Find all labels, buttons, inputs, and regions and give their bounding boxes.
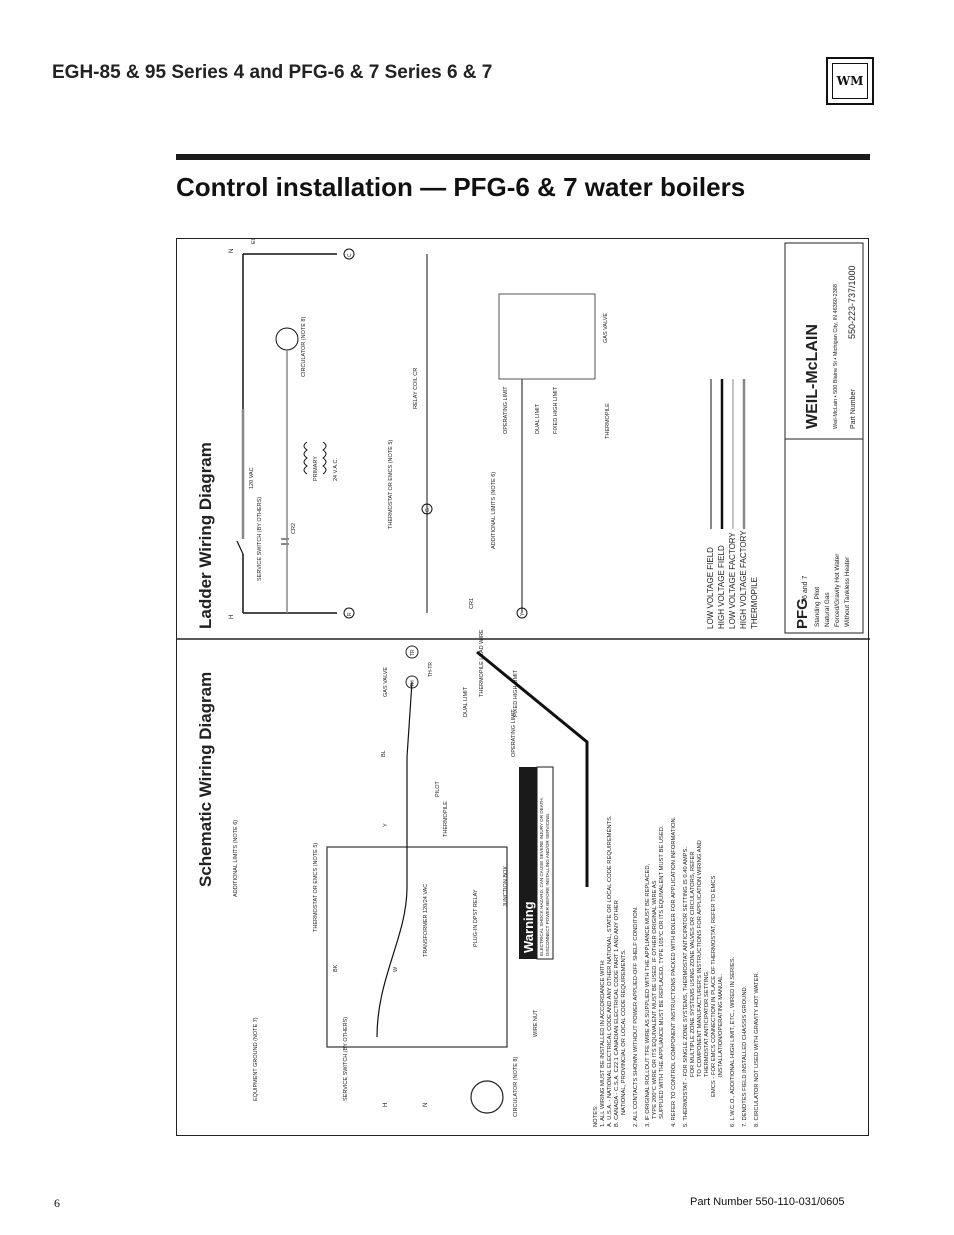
brand-part-number: 550-223-737/1000 xyxy=(847,265,857,339)
sch-w-label: W xyxy=(393,966,399,972)
legend-high-voltage-field: HIGH VOLTAGE FIELD xyxy=(717,545,726,629)
sch-pilot-label: PILOT xyxy=(435,781,441,797)
pfg-feature-1: Standing Pilot xyxy=(814,586,821,627)
ladder-terminal-r-label: R xyxy=(347,612,353,616)
sch-bl-label: BL xyxy=(381,750,387,757)
sch-thermopile-label: THERMOPILE xyxy=(443,801,449,837)
note-1: 1. ALL WIRING MUST BE INSTALLED IN ACCORDANCE WITH: xyxy=(600,959,606,1127)
note-3-cont-1: TYPE 200°C WIRE OR ITS EQUIVALENT MUST BE USED. IF OTHER ORIGINAL WIRE AS xyxy=(652,880,658,1119)
schematic-title: Schematic Wiring Diagram xyxy=(196,671,215,887)
sch-circulator-label: CIRCULATOR (NOTE 8) xyxy=(513,1056,519,1117)
note-3: 3. IF ORIGINAL ROLLOUT TFE WIRE AS SUPPLIED WITH THE APPLIANCE MUST BE REPLACED, xyxy=(645,863,651,1127)
legend-low-voltage-factory: LOW VOLTAGE FACTORY xyxy=(728,532,737,629)
warning-line-2: DISCONNECT POWER BEFORE INSTALLING AND/OR SERVICING. xyxy=(545,812,550,956)
ladder-voltage-label: 120 VAC xyxy=(249,467,255,489)
page-number: 6 xyxy=(54,1196,60,1210)
note-5-emcs-cont: INSTALLATION/OPERATING MANUAL. xyxy=(718,973,724,1077)
sch-service-switch-label: SERVICE SWITCH (BY OTHERS) xyxy=(343,1016,349,1101)
pfg-feature-2: Natural Gas xyxy=(824,592,831,627)
notes-block xyxy=(593,815,760,1127)
sch-circulator xyxy=(471,1081,503,1113)
sch-junction-box-label: JUNCTION BOX xyxy=(503,866,509,907)
note-6: 6. L.W.C.O., ADDITIONAL HIGH LIMIT, ETC., WIRED IN SERIES. xyxy=(730,956,736,1127)
sch-h-label: H xyxy=(383,1102,389,1107)
note-1b: B. CANADA - C.S.A. C22.1 CANADIAN ELECTRICAL CODE PART 1 AND ANY OTHER xyxy=(614,900,620,1127)
ladder-dual-limit-label: DUAL LIMIT xyxy=(535,403,541,434)
note-3-cont-2: SUPPLIED WITH THE APPLIANCE MUST BE REPLACED, TYPE 105°C OR ITS EQUIVALENT MUST BE USED. xyxy=(659,825,665,1119)
legend-thermopile: THERMOPILE xyxy=(750,576,759,629)
sch-th-tr-label: TH-TR xyxy=(428,662,434,677)
footer-part-number: Part Number 550-110-031/0605 xyxy=(690,1196,845,1208)
legend-high-voltage-factory: HIGH VOLTAGE FACTORY xyxy=(739,530,748,629)
ladder-relay-coil-label: RELAY COIL CR xyxy=(413,367,419,409)
ladder-thermostat-label: THERMOSTAT OR EMCS (NOTE 5) xyxy=(388,439,394,529)
note-5: 5. THERMOSTAT - FOR SINGLE ZONE SYSTEMS, THERMOSTAT ANTICIPATOR SETTING IS 0.40 AMPS. xyxy=(683,846,689,1127)
sch-add-limits-label: ADDITIONAL LIMITS (NOTE 6) xyxy=(233,819,239,897)
sch-gas-valve-label: GAS VALVE xyxy=(383,666,389,697)
weil-mclain-logo xyxy=(826,57,874,105)
sch-op-limit-label: OPERATING LIMIT xyxy=(511,709,517,757)
ladder-fixed-high-label: FIXED HIGH LIMIT xyxy=(553,386,559,434)
note-5-cont-3: THERMOSTAT ANTICIPATOR SETTING. xyxy=(704,970,710,1077)
ladder-terminal-g-label: G xyxy=(425,508,431,512)
wiring-diagram-frame xyxy=(176,238,869,1136)
warning-line-1: ELECTRICAL SHOCK HAZARD. CAN CAUSE SEVERE INJURY OR DEATH. xyxy=(539,797,544,956)
note-5-cont-2: TO COMPONENT MANUFACTURER'S INSTRUCTIONS FOR APPLICATION WIRING AND xyxy=(697,840,703,1077)
ladder-circulator-label: CIRCULATOR (NOTE 8) xyxy=(301,316,307,377)
ladder-secondary-label: 24 V.A.C. xyxy=(333,457,339,481)
ladder-circulator xyxy=(276,328,298,350)
ladder-cr2-label: CR2 xyxy=(291,522,297,534)
sch-n-label: N xyxy=(423,1102,429,1107)
brand-address: Weil-McLain • 500 Blaine St • Michigan City, IN 46360-2388 xyxy=(833,284,839,429)
ladder-primary-label: PRIMARY xyxy=(313,456,319,481)
ladder-service-switch-label: SERVICE SWITCH (BY OTHERS) xyxy=(257,496,263,581)
ladder-terminal-y-label: Y xyxy=(520,612,526,616)
ladder-add-limits-label: ADDITIONAL LIMITS (NOTE 6) xyxy=(491,471,497,549)
sch-tr-label: TR xyxy=(410,649,416,656)
note-5-cont-1: FOR MULTIPLE ZONE SYSTEMS USING ZONE VALVES OR CIRCULATORS, REFER xyxy=(690,851,696,1077)
sch-dual-limit-label: DUAL LIMIT xyxy=(463,686,469,717)
legend-low-voltage-field: LOW VOLTAGE FIELD xyxy=(706,547,715,629)
note-2: 2. ALL CONTACTS SHOWN WITHOUT POWER APPLIED-OFF SHELF CONDITION. xyxy=(633,906,639,1127)
ladder-h-label: H xyxy=(229,614,235,619)
ladder-gas-valve-box xyxy=(499,294,595,379)
sch-wire-nut-label: WIRE NUT xyxy=(533,1009,539,1037)
ladder-diagram xyxy=(196,239,863,633)
logo-mark: WM xyxy=(832,63,868,99)
ladder-transformer-primary xyxy=(304,442,307,474)
ladder-thermopile-label: THERMOPILE xyxy=(605,403,611,439)
title-rule xyxy=(176,154,870,160)
brand-part-label: Part Number xyxy=(850,389,857,429)
sch-junction-box-outline xyxy=(327,847,507,1047)
ladder-equip-ground-label xyxy=(251,239,257,244)
note-7: 7. DENOTES FIELD INSTALLED CHASSIS GROUND. xyxy=(742,985,748,1127)
sch-low-voltage-wire xyxy=(377,682,412,1037)
warning-title: Warning xyxy=(521,901,536,953)
note-4: 4. REFER TO CONTROL COMPONENT INSTRUCTIONS PACKED WITH BOILER FOR APPLICATION INFORMATION. xyxy=(671,816,677,1127)
note-1b-cont: NATIONAL, PROVINCIAL OR LOCAL CODE REQUIREMENTS. xyxy=(621,949,627,1115)
note-heading: NOTES: xyxy=(593,1105,599,1127)
ladder-terminal-c-label: C xyxy=(347,253,353,257)
sch-thermostat-label: THERMOSTAT OR EMCS (NOTE 5) xyxy=(313,842,319,932)
sch-transformer-label: TRANSFORMER 120/24 VAC xyxy=(423,883,429,957)
brand-name: WEIL-McLAIN xyxy=(804,324,821,429)
ladder-cr1-label: CR1 xyxy=(469,597,475,609)
ladder-title: Ladder Wiring Diagram xyxy=(196,442,215,629)
schematic-diagram xyxy=(196,629,760,1127)
ladder-gas-valve-label: GAS VALVE xyxy=(603,312,609,343)
wiring-legend xyxy=(706,379,759,629)
ladder-n-label: N xyxy=(229,248,235,253)
sch-equip-ground-label: EQUIPMENT GROUND (NOTE 7) xyxy=(253,1017,259,1101)
ladder-op-limit-label: OPERATING LIMIT xyxy=(503,386,509,434)
sch-bk-label: BK xyxy=(333,964,339,972)
page-title: Control installation — PFG-6 & 7 water boilers xyxy=(176,172,746,202)
sch-thermopile-lead-label: THERMOPILE LEAD WIRE xyxy=(479,629,485,697)
ladder-service-switch xyxy=(237,541,243,554)
pfg-feature-3: Forced/Gravity Hot Water xyxy=(834,553,841,627)
sch-y-label: Y xyxy=(383,823,389,827)
note-5-emcs: EMCS - FOR EMCS CONNECTION IN PLACE OF THERMOSTAT, REFER TO EMCS xyxy=(711,875,717,1097)
series-header: EGH-85 & 95 Series 4 and PFG-6 & 7 Series 6 & 7 xyxy=(52,62,493,83)
note-8: 8. CIRCULATOR NOT USED WITH GRAVITY HOT WATER. xyxy=(754,971,760,1127)
sch-relay-label: PLUG-IN DPST RELAY xyxy=(473,889,479,947)
sch-fixed-high-label: FIXED HIGH LIMIT xyxy=(513,669,519,717)
ladder-transformer-secondary xyxy=(323,442,326,474)
note-1a: A. U.S.A. - NATIONAL ELECTRICAL CODE AND ANY OTHER NATIONAL, STATE OR LOCAL CODE REQUIREMENTS. xyxy=(607,815,613,1127)
wiring-diagram xyxy=(177,239,870,1137)
pfg-series: 6 and 7 xyxy=(802,575,809,599)
sch-th-label: TH xyxy=(410,680,416,687)
pfg-name: PFG xyxy=(794,598,811,629)
pfg-feature-4: Without Tankless Heater xyxy=(844,556,851,627)
